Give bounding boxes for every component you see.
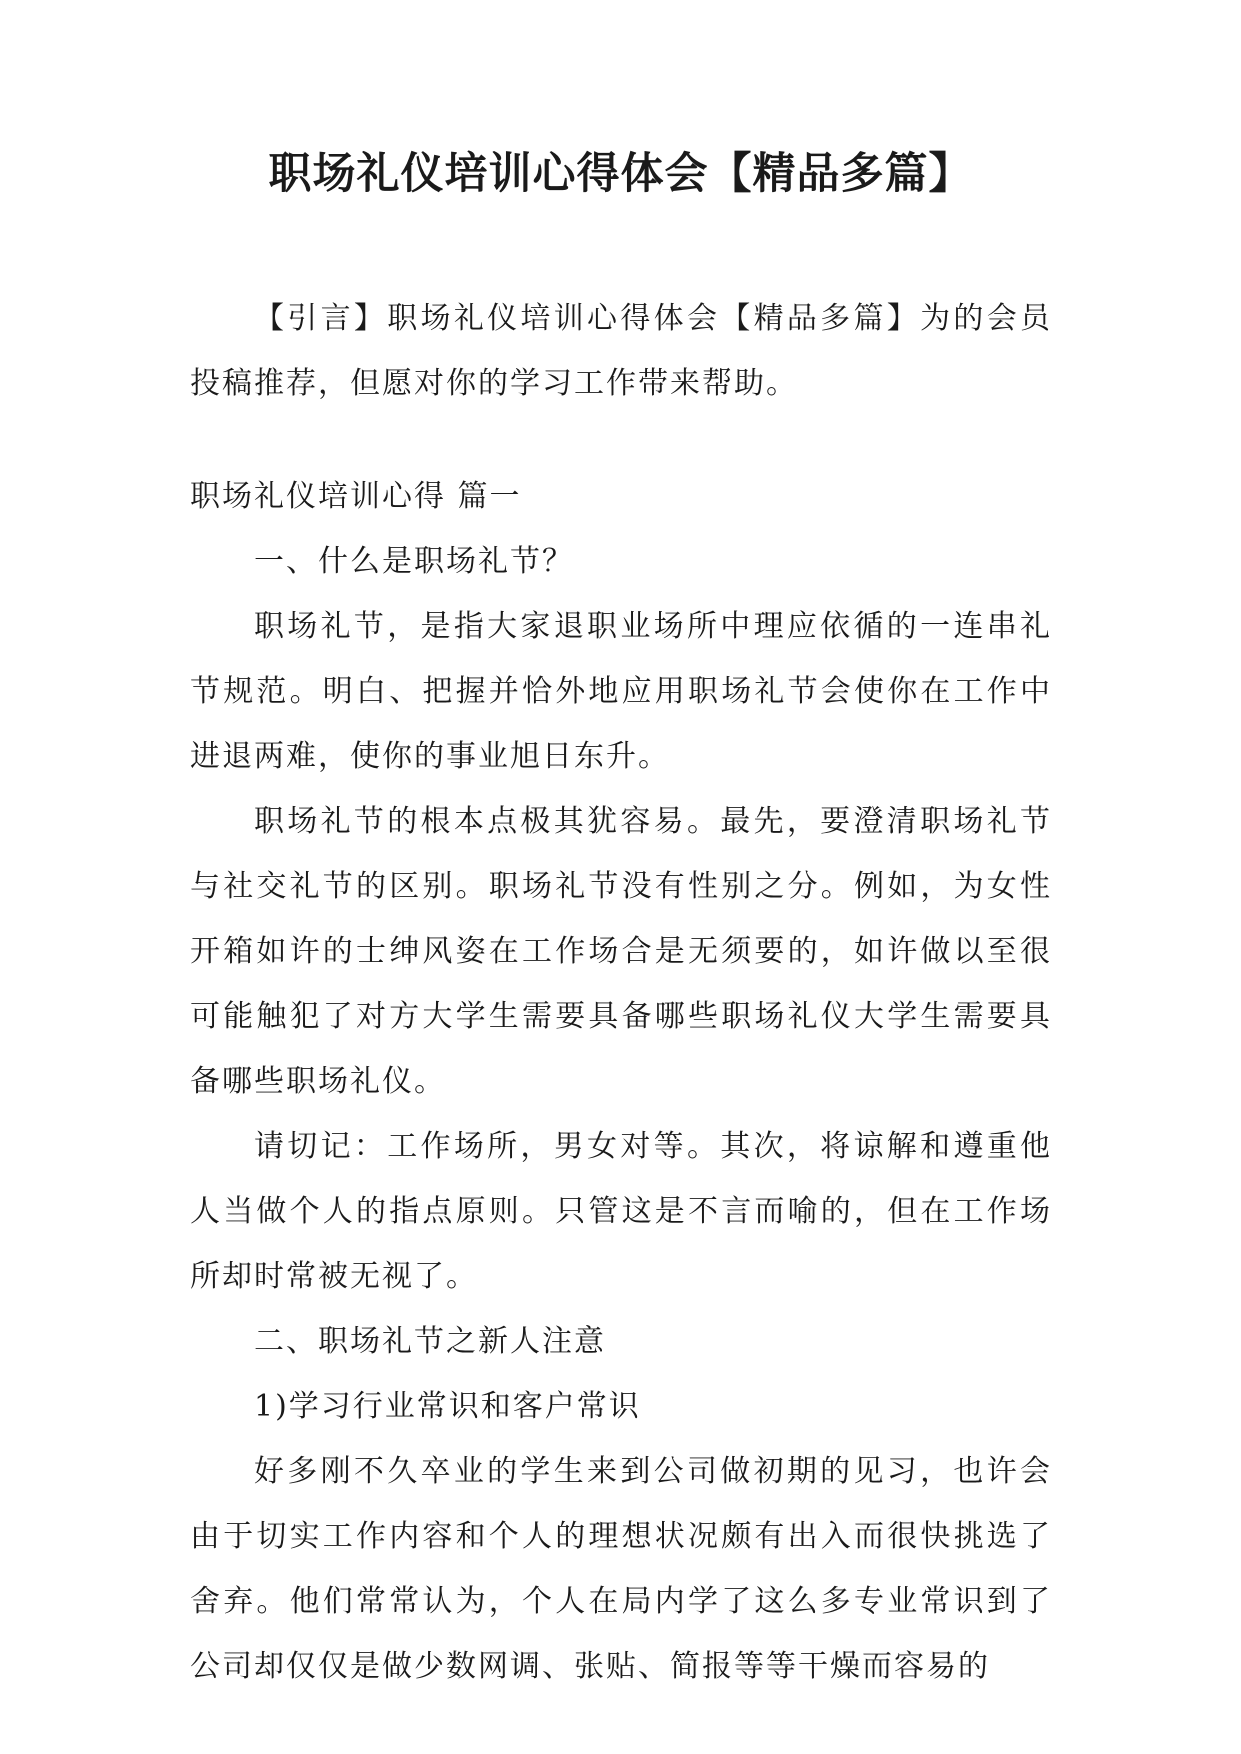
paragraph: 职场礼节的根本点极其犹容易。最先，要澄清职场礼节与社交礼节的区别。职场礼节没有性别之分。例如，为女性开箱如许的士绅风姿在工作场合是无须要的，如许做以至很可能触犯了对方大学生需要具备哪些职场礼仪大学生需要具备哪些职场礼仪。 (190, 804, 1052, 1099)
document-body (190, 286, 1052, 1699)
paragraph: 请切记：工作场所，男女对等。其次，将谅解和遵重他人当做个人的指点原则。只管这是不言而喻的，但在工作场所却时常被无视了。 (190, 1129, 1052, 1294)
list-item-heading: 1)学习行业常识和客户常识 (254, 1389, 641, 1424)
document-title: 职场礼仪培训心得体会【精品多篇】 (268, 149, 973, 199)
section-heading: 职场礼仪培训心得 篇一 (190, 479, 522, 514)
subheading-what-is-etiquette: 一、什么是职场礼节？ (254, 544, 574, 579)
paragraph: 职场礼节，是指大家退职业场所中理应依循的一连串礼节规范。明白、把握并恰外地应用职场礼节会使你在工作中进退两难，使你的事业旭日东升。 (190, 609, 1052, 774)
paragraph: 好多刚不久卒业的学生来到公司做初期的见习，也许会由于切实工作内容和个人的理想状况颇有出入而很快挑选了舍弃。他们常常认为，个人在局内学了这么多专业常识到了公司却仅仅是做少数网调、张贴、简报等等干燥而容易的 (190, 1454, 1052, 1684)
intro-paragraph: 【引言】职场礼仪培训心得体会【精品多篇】为的会员投稿推荐，但愿对你的学习工作带来帮助。 (190, 301, 1052, 401)
subheading-newcomer-notes: 二、职场礼节之新人注意 (254, 1324, 606, 1359)
